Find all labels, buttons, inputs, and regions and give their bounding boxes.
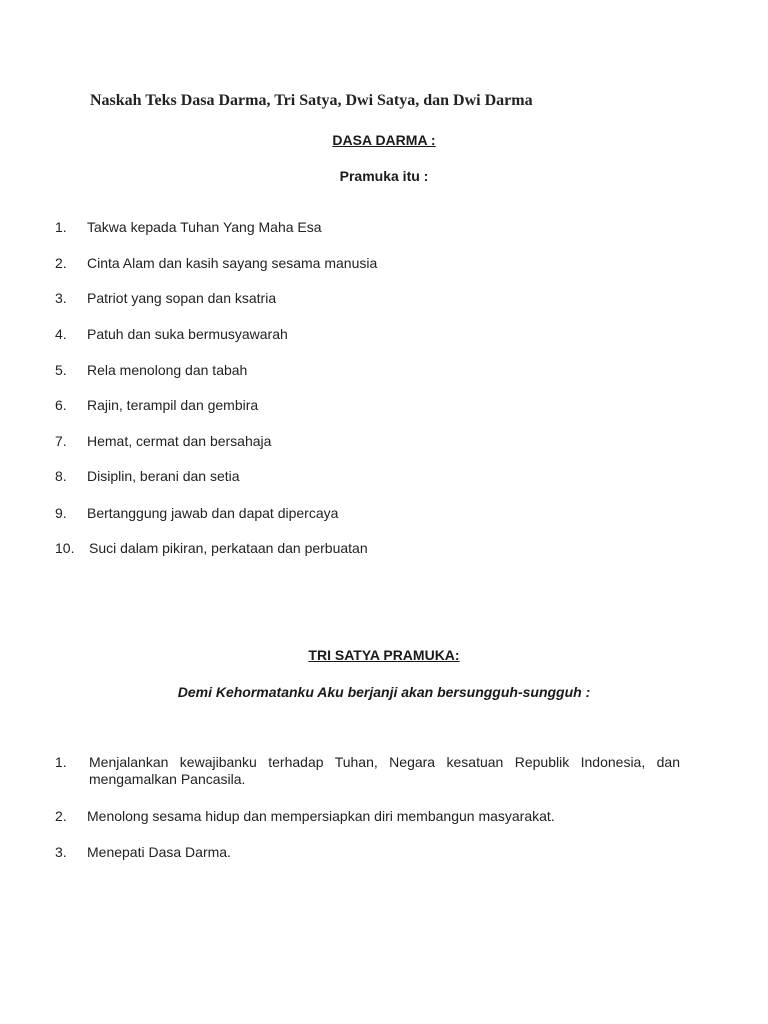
list-item-number: 6. <box>55 397 67 413</box>
list-item-number: 7. <box>55 433 67 449</box>
list-item-text: Bertanggung jawab dan dapat dipercaya <box>87 505 339 521</box>
list-item-text: Rajin, terampil dan gembira <box>87 397 259 413</box>
list-item-number: 10. <box>55 540 75 556</box>
list-item-number: 2. <box>55 808 67 824</box>
list-item-text: Patriot yang sopan dan ksatria <box>87 290 277 306</box>
list-item-text: Rela menolong dan tabah <box>87 362 248 378</box>
list-item-number: 2. <box>55 255 67 271</box>
dasa-darma-subheading: Pramuka itu : <box>339 168 429 184</box>
list-item-text: Suci dalam pikiran, perkataan dan perbuatan <box>89 540 368 556</box>
list-item-number: 5. <box>55 362 67 378</box>
list-item-text: Cinta Alam dan kasih sayang sesama manusia <box>87 255 378 271</box>
dasa-darma-heading: DASA DARMA : <box>332 132 436 148</box>
tri-satya-subheading: Demi Kehormatanku Aku berjanji akan bersungguh-sungguh : <box>177 684 591 700</box>
list-item-text: Patuh dan suka bermusyawarah <box>87 326 288 342</box>
list-item-number: 8. <box>55 468 67 484</box>
list-item-number: 1. <box>55 219 67 235</box>
list-item-number: 4. <box>55 326 67 342</box>
list-item-text: Disiplin, berani dan setia <box>87 468 240 484</box>
list-item-text: Menolong sesama hidup dan mempersiapkan diri membangun masyarakat. <box>87 808 555 824</box>
list-item-number: 3. <box>55 290 67 306</box>
list-item-number: 3. <box>55 844 67 860</box>
list-item-text: Hemat, cermat dan bersahaja <box>87 433 272 449</box>
document-title: Naskah Teks Dasa Darma, Tri Satya, Dwi Satya, dan Dwi Darma <box>90 92 533 109</box>
list-item-text: Menepati Dasa Darma. <box>87 844 231 860</box>
list-item-text: Menjalankan kewajibanku terhadap Tuhan, Negara kesatuan Republik Indonesia, dan mengamalkan Pancasila. <box>89 754 680 787</box>
tri-satya-heading: TRI SATYA PRAMUKA: <box>308 647 460 663</box>
list-item-number: 1. <box>55 754 67 770</box>
list-item-text: Takwa kepada Tuhan Yang Maha Esa <box>87 219 322 235</box>
list-item-number: 9. <box>55 505 67 521</box>
